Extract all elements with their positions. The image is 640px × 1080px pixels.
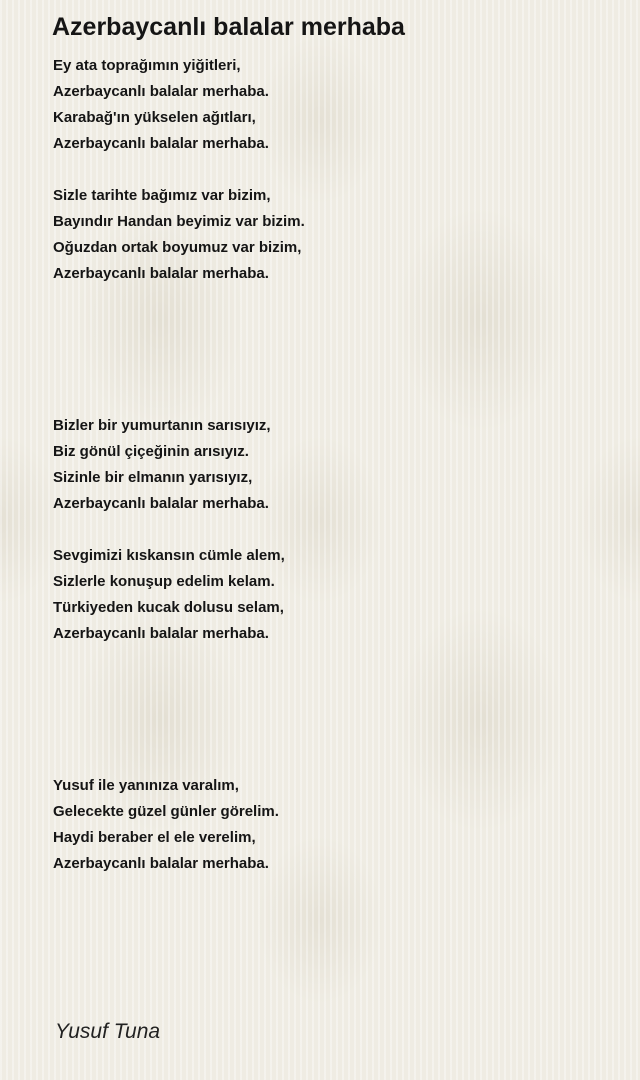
verse-line: Sevgimizi kıskansın cümle alem,: [53, 547, 285, 564]
verse-line: Ey ata toprağımın yiğitleri,: [53, 57, 241, 74]
verse-line: Türkiyeden kucak dolusu selam,: [53, 599, 284, 616]
stanza-5: [53, 773, 279, 877]
verse-line: Bayındır Handan beyimiz var bizim.: [53, 213, 305, 230]
poem-author: Yusuf Tuna: [55, 1020, 161, 1043]
verse-line: Gelecekte güzel günler görelim.: [53, 803, 279, 820]
verse-line: Karabağ'ın yükselen ağıtları,: [53, 109, 256, 126]
stanza-3: [53, 413, 271, 517]
verse-line: Azerbaycanlı balalar merhaba.: [53, 625, 269, 642]
verse-line: Sizlerle konuşup edelim kelam.: [53, 573, 275, 590]
verse-line: Azerbaycanlı balalar merhaba.: [53, 855, 269, 872]
verse-line: Azerbaycanlı balalar merhaba.: [53, 495, 269, 512]
stanza-1: [53, 53, 269, 157]
verse-line: Azerbaycanlı balalar merhaba.: [53, 83, 269, 100]
verse-line: Sizinle bir elmanın yarısıyız,: [53, 469, 253, 486]
stanza-2: [53, 183, 305, 287]
verse-line: Sizle tarihte bağımız var bizim,: [53, 187, 271, 204]
verse-line: Biz gönül çiçeğinin arısıyız.: [53, 443, 249, 460]
verse-line: Oğuzdan ortak boyumuz var bizim,: [53, 239, 302, 256]
verse-line: Azerbaycanlı balalar merhaba.: [53, 265, 269, 282]
verse-line: Yusuf ile yanınıza varalım,: [53, 777, 239, 794]
verse-line: Bizler bir yumurtanın sarısıyız,: [53, 417, 271, 434]
poem-title: Azerbaycanlı balalar merhaba: [52, 13, 405, 41]
verse-line: Azerbaycanlı balalar merhaba.: [53, 135, 269, 152]
verse-line: Haydi beraber el ele verelim,: [53, 829, 256, 846]
stanza-4: [53, 543, 285, 647]
